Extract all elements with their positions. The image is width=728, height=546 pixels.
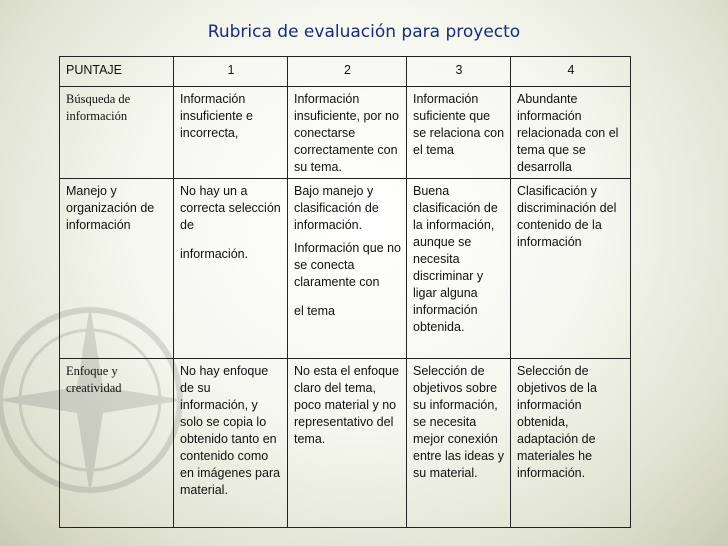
score-cell: Información suficiente que se relaciona con el tema: [407, 87, 511, 179]
header-cell-puntaje: PUNTAJE: [60, 57, 174, 87]
score-cell: Selección de objetivos de la información obtenida, adaptación de materiales he información.: [511, 359, 631, 528]
table-row: [60, 87, 631, 179]
score-cell: Selección de objetivos sobre su información, se necesita mejor conexión entre las ideas y su material.: [407, 359, 511, 528]
criterion-cell: Búsqueda de información: [60, 87, 174, 179]
header-cell-2: 2: [288, 57, 407, 87]
score-cell: Clasificación y discriminación del contenido de la información: [511, 179, 631, 359]
cell-text: información.: [180, 247, 249, 261]
score-cell: Información insuficiente e incorrecta,: [174, 87, 288, 179]
score-cell: No hay enfoque de su información, y solo se copia lo obtenido tanto en contenido como en imágenes para material.: [174, 359, 288, 528]
score-cell: Buena clasificación de la información, aunque se necesita discriminar y ligar alguna información obtenida.: [407, 179, 511, 359]
criterion-cell: Manejo y organización de información: [60, 179, 174, 359]
header-cell-4: 4: [511, 57, 631, 87]
page-title: Rubrica de evaluación para proyecto: [207, 22, 521, 42]
score-cell: Abundante información relacionada con el tema que se desarrolla: [511, 87, 631, 179]
table-row: [60, 359, 631, 528]
table-row: [60, 179, 631, 359]
rubric-table: [59, 56, 631, 528]
score-cell: [174, 179, 288, 359]
cell-text: Bajo manejo y clasificación de información.: [294, 184, 379, 232]
score-cell: No esta el enfoque claro del tema, poco material y no representativo del tema.: [288, 359, 407, 528]
cell-text: Información que no se conecta claramente con: [294, 241, 402, 289]
score-cell: Información insuficiente, por no conectarse correctamente con su tema.: [288, 87, 407, 179]
header-cell-1: 1: [174, 57, 288, 87]
score-cell: [288, 179, 407, 359]
header-row: [60, 57, 631, 87]
cell-text: No hay un a correcta selección de: [180, 184, 281, 232]
header-cell-3: 3: [407, 57, 511, 87]
cell-text: el tema: [294, 304, 335, 318]
criterion-cell: Enfoque y creatividad: [60, 359, 174, 528]
